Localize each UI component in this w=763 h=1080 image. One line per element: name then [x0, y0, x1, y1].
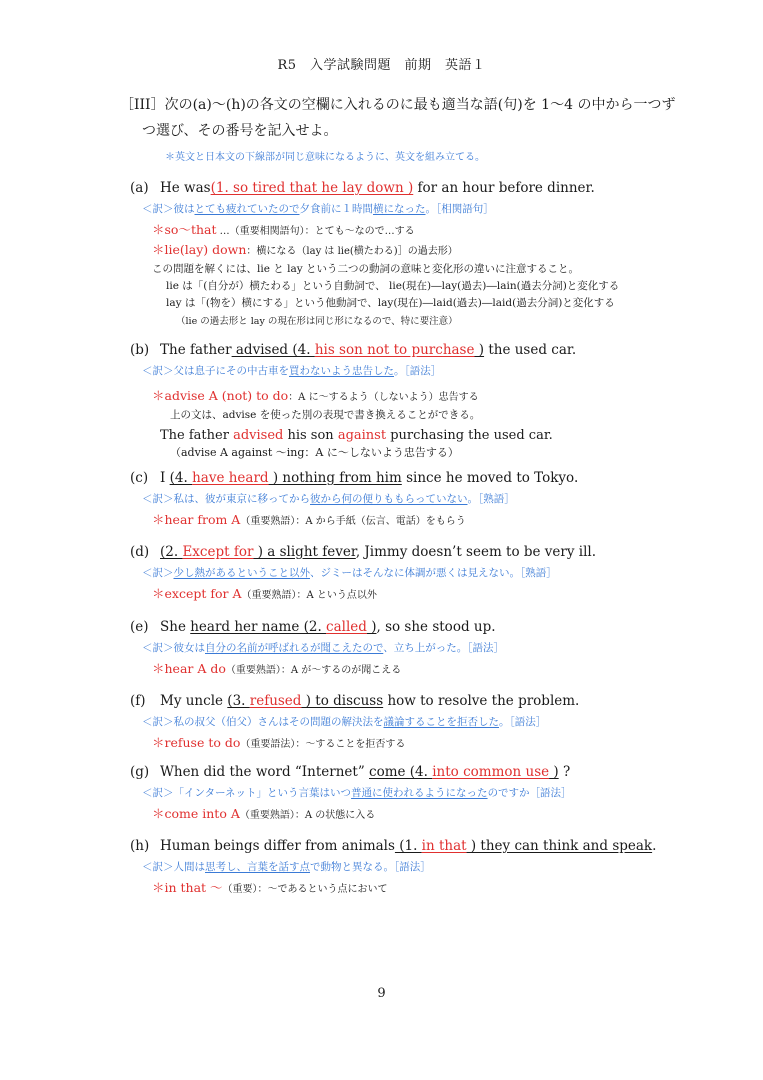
grammar-point: ＊in that ～（重要）：～であるという点において [152, 880, 388, 895]
question-g [130, 764, 660, 822]
question-label: (d) [130, 544, 150, 560]
question-label: (f) [130, 693, 146, 709]
question-sentence: (b) The father advised (4. his son not to purchase ) the used car. [130, 342, 577, 358]
question-h [130, 838, 660, 896]
question-sentence: (g) When did the word “Internet” come (4. into common use ) ? [130, 764, 571, 780]
question-label: (g) [130, 764, 150, 780]
question-label: (h) [130, 838, 150, 854]
answer-text: have heard [192, 470, 269, 486]
translation: ＜訳＞彼はとても疲れていたので夕食前に１時間横になった。［相関語句］ [142, 203, 494, 215]
question-d [130, 544, 660, 602]
question-label: (a) [130, 180, 149, 196]
question-c [130, 470, 660, 528]
grammar-point: ＊hear from A（重要熟語）：A から手紙（伝言、電話）をもらう [152, 512, 466, 527]
question-e [130, 619, 660, 677]
example-note: （advise A against ～ing：A に～しないよう忠告する） [170, 446, 459, 459]
translation: ＜訳＞少し熱があるということ以外、ジミーはそんなに体調が悪くは見えない。［熟語］ [142, 567, 557, 579]
question-sentence: (h) Human beings differ from animals (1. in that ) they can think and speak. [130, 838, 657, 854]
translation: ＜訳＞「インターネット」という言葉はいつ普通に使われるようになったのですか［語法］ [142, 787, 572, 799]
question-sentence: (a) He was(1. so tired that he lay down ) for an hour before dinner. [130, 180, 595, 196]
explanation-note: lie は「(自分が）横たわる」という自動詞で、 lie(現在)―lay(過去)―lain(過去分詞)と変化する [166, 280, 620, 292]
grammar-point: ＊advise A (not) to do：A に～するよう（しないよう）忠告する [152, 388, 479, 403]
question-f [130, 693, 660, 751]
answer-text: refused [249, 693, 302, 709]
page-number: 9 [377, 986, 386, 1001]
answer-text: his son not to purchase [314, 342, 475, 358]
grammar-point: ＊come into A（重要熟語）：A の状態に入る [152, 806, 376, 821]
grammar-point: ＊so～that …（重要相関語句）：とても～なので…する [152, 222, 415, 237]
instructions [120, 92, 680, 144]
grammar-point: ＊lie(lay) down：横になる（lay は lie(横たわる)］の過去形） [152, 242, 458, 257]
answer-text: Except for [182, 544, 254, 560]
translation: ＜訳＞人間は思考し、言葉を話す点で動物と異なる。［語法］ [142, 861, 431, 873]
translation: ＜訳＞私は、彼が東京に移ってから彼から何の便りももらっていない。［熟語］ [142, 493, 515, 505]
translation: ＜訳＞彼女は自分の名前が呼ばれるが聞こえたので、立ち上がった。［語法］ [142, 642, 505, 654]
explanation-note: （lie の過去形と lay の現在形は同じ形になるので、特に要注意） [176, 316, 458, 327]
question-sentence: (d) (2. Except for ) a slight fever, Jimmy doesn’t seem to be very ill. [130, 544, 597, 560]
explanation-note: lay は「(物を）横にする」という他動詞で、lay(現在)―laid(過去)―laid(過去分詞)と変化する [166, 297, 615, 309]
question-a [130, 180, 660, 327]
page-title: R5 入学試験問題 前期 英語１ [277, 58, 486, 73]
explanation-note: この問題を解くには、lie と lay という二つの動詞の意味と変化形の違いに注意すること。 [152, 263, 579, 275]
grammar-point: ＊refuse to do（重要語法）：～することを拒否する [152, 735, 406, 750]
translation: ＜訳＞父は息子にその中古車を買わないよう忠告した。［語法］ [142, 365, 442, 377]
instruction-line-2: つ選び、その番号を記入せよ。 [142, 123, 338, 139]
question-label: (e) [130, 619, 149, 635]
question-b [130, 342, 660, 460]
question-label: (b) [130, 342, 150, 358]
example-sentence: The father advised his son against purchasing the used car. [160, 428, 553, 443]
answer-text: called [326, 619, 367, 635]
instruction-note: ＊英文と日本文の下線部が同じ意味になるように、英文を組み立てる。 [165, 152, 485, 163]
answer-text: (1. so tired that he lay down ) [210, 180, 414, 196]
question-sentence: (e) She heard her name (2. called ), so she stood up. [130, 619, 496, 635]
grammar-point: ＊hear A do（重要熟語）：A が～するのが聞こえる [152, 661, 402, 676]
question-sentence: (c) I (4. have heard ) nothing from him since he moved to Tokyo. [130, 470, 579, 486]
grammar-point: ＊except for A（重要熟語）：A という点以外 [152, 586, 377, 601]
translation: ＜訳＞私の叔父（伯父）さんはその問題の解決法を議論することを拒否した。［語法］ [142, 716, 547, 728]
question-sentence: (f) My uncle (3. refused ) to discuss how to resolve the problem. [130, 693, 580, 709]
instruction-line-1: ［III］次の(a)～(h)の各文の空欄に入れるのに最も適当な語(句)を 1～4 の中から一つず [120, 97, 676, 113]
explanation-note: 上の文は、advise を使った別の表現で書き換えることができる。 [170, 409, 481, 421]
answer-text: into common use [432, 764, 550, 780]
question-label: (c) [130, 470, 149, 486]
answer-text: in that [421, 838, 467, 854]
